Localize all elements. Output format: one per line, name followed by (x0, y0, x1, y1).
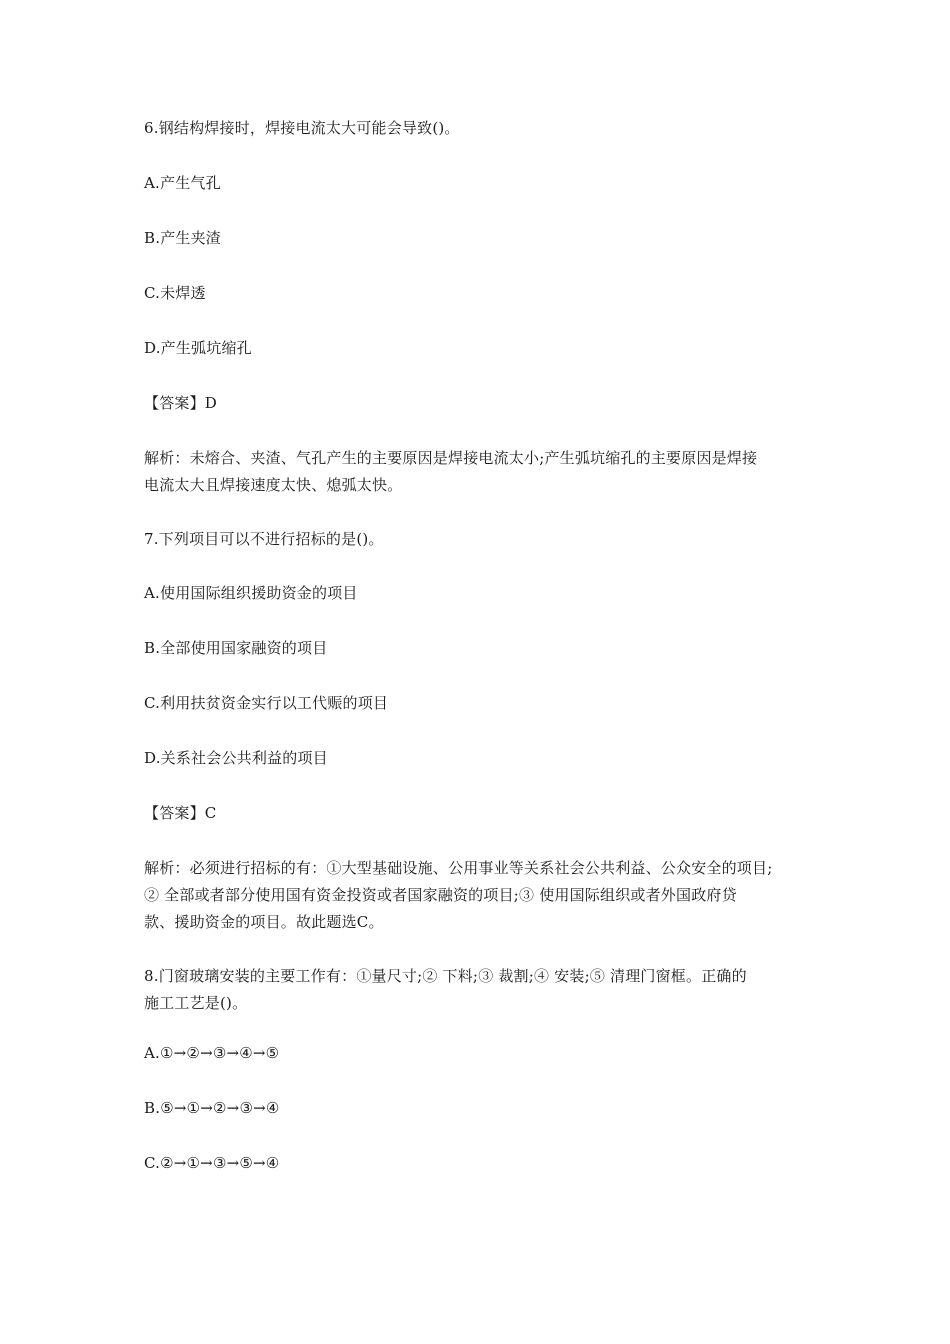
question-6-analysis-line: 解析：未熔合、夹渣、气孔产生的主要原因是焊接电流太小;产生弧坑缩孔的主要原因是焊接 (144, 449, 758, 467)
question-6-option-a: A.产生气孔 (144, 174, 221, 192)
question-8-option-a: A.①→②→③→④→⑤ (144, 1044, 280, 1062)
question-6-analysis (144, 445, 824, 499)
question-7-analysis-line: 款、援助资金的项目。故此题选C。 (144, 913, 384, 931)
question-8-stem-line: 8.门窗玻璃安装的主要工作有：①量尺寸;② 下料;③ 裁割;④ 安装;⑤ 清理门窗框。正确的 (144, 967, 747, 985)
question-7-stem: 7.下列项目可以不进行招标的是()。 (144, 530, 384, 548)
question-6-option-d: D.产生弧坑缩孔 (144, 339, 252, 357)
question-6-stem: 6.钢结构焊接时，焊接电流太大可能会导致()。 (144, 119, 460, 137)
question-7-analysis (144, 855, 824, 936)
question-8-option-b: B.⑤→①→②→③→④ (144, 1099, 280, 1117)
question-7-analysis-line: ② 全部或者部分使用国有资金投资或者国家融资的项目;③ 使用国际组织或者外国政府贷 (144, 886, 737, 904)
question-7-option-b: B.全部使用国家融资的项目 (144, 639, 328, 657)
question-6-option-b: B.产生夹渣 (144, 229, 221, 247)
question-8-option-c: C.②→①→③→⑤→④ (144, 1154, 280, 1172)
question-7-option-d: D.关系社会公共利益的项目 (144, 749, 328, 767)
question-8-stem-line: 施工工艺是()。 (144, 994, 248, 1012)
question-7-option-a: A.使用国际组织援助资金的项目 (144, 584, 358, 602)
question-7-answer: 【答案】C (144, 804, 217, 822)
question-7-analysis-line: 解析：必须进行招标的有：①大型基础设施、公用事业等关系社会公共利益、公众安全的项目; (144, 859, 773, 877)
question-6-answer: 【答案】D (144, 394, 218, 412)
question-8-stem (144, 963, 824, 1017)
question-6-option-c: C.未焊透 (144, 284, 206, 302)
question-6-analysis-line: 电流太大且焊接速度太快、熄弧太快。 (144, 476, 403, 494)
question-7-option-c: C.利用扶贫资金实行以工代赈的项目 (144, 694, 389, 712)
